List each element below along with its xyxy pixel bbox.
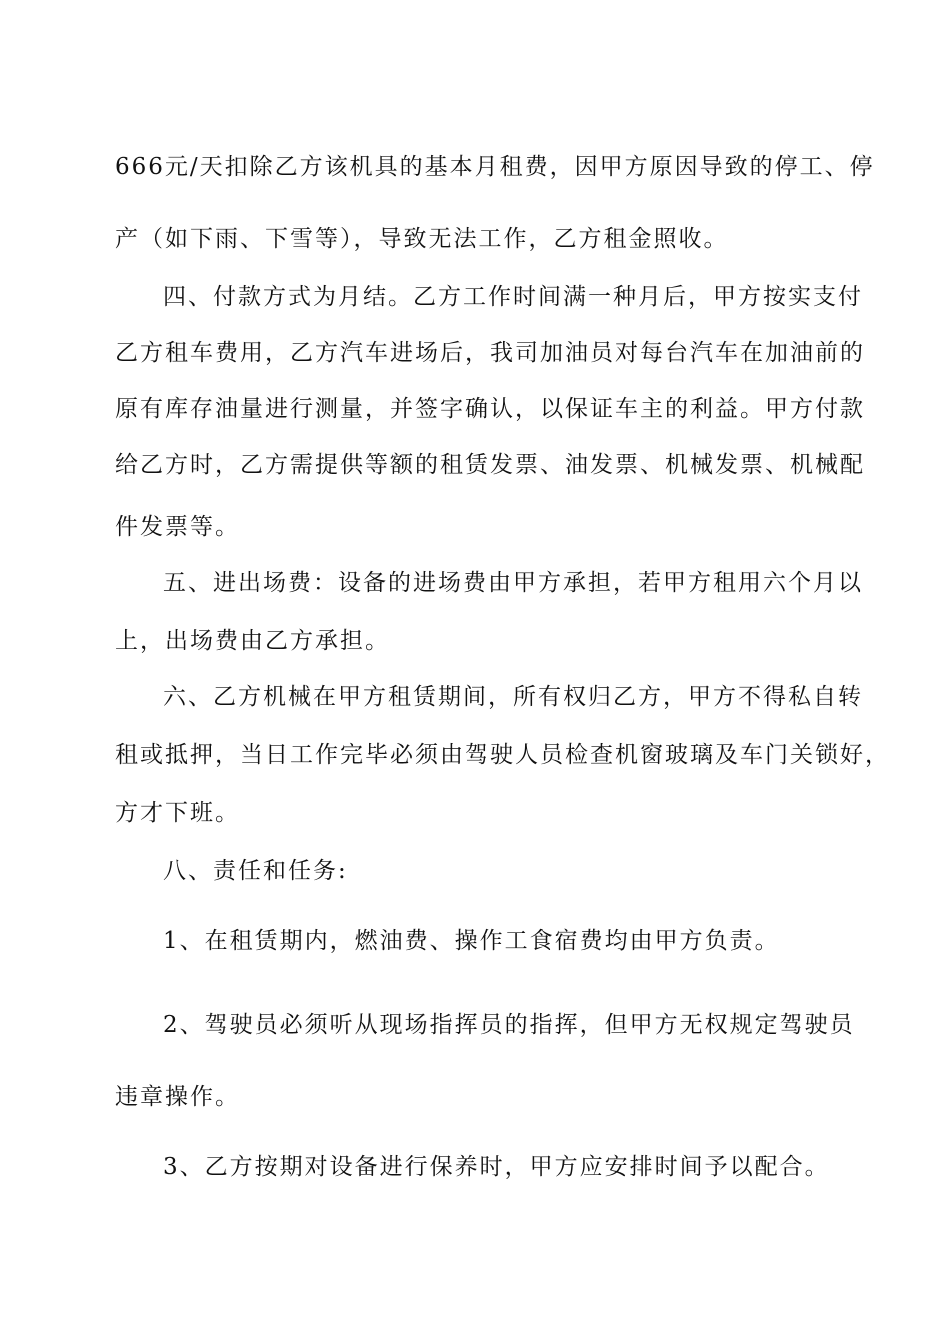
text-line: 件发票等。 xyxy=(115,514,240,540)
list-item-3: 3、乙方按期对设备进行保养时，甲方应安排时间予以配合。 xyxy=(163,1154,830,1180)
section-eight-heading: 八、责任和任务: xyxy=(163,858,348,884)
paragraph-six-heading: 六、乙方机械在甲方租赁期间，所有权归乙方，甲方不得私自转 xyxy=(163,684,863,710)
list-item-1: 1、在租赁期内，燃油费、操作工食宿费均由甲方负责。 xyxy=(163,928,780,954)
text-line: 违章操作。 xyxy=(115,1084,240,1110)
list-item-2: 2、驾驶员必须听从现场指挥员的指挥，但甲方无权规定驾驶员 xyxy=(163,1012,855,1038)
text-line: 乙方租车费用，乙方汽车进场后，我司加油员对每台汽车在加油前的 xyxy=(115,340,865,366)
text-line: 上，出场费由乙方承担。 xyxy=(115,628,390,654)
text-line: 给乙方时，乙方需提供等额的租赁发票、油发票、机械发票、机械配 xyxy=(115,452,865,478)
text-line: 租或抵押，当日工作完毕必须由驾驶人员检查机窗玻璃及车门关锁好， xyxy=(115,742,890,768)
paragraph-five-heading: 五、进出场费：设备的进场费由甲方承担，若甲方租用六个月以 xyxy=(163,570,863,596)
paragraph-four-heading: 四、付款方式为月结。乙方工作时间满一种月后，甲方按实支付 xyxy=(163,284,863,310)
text-line: 原有库存油量进行测量，并签字确认，以保证车主的利益。甲方付款 xyxy=(115,396,865,422)
text-line: 产（如下雨、下雪等），导致无法工作，乙方租金照收。 xyxy=(115,226,729,252)
text-line: 666元/天扣除乙方该机具的基本月租费，因甲方原因导致的停工、停 xyxy=(115,154,875,180)
text-line: 方才下班。 xyxy=(115,800,240,826)
